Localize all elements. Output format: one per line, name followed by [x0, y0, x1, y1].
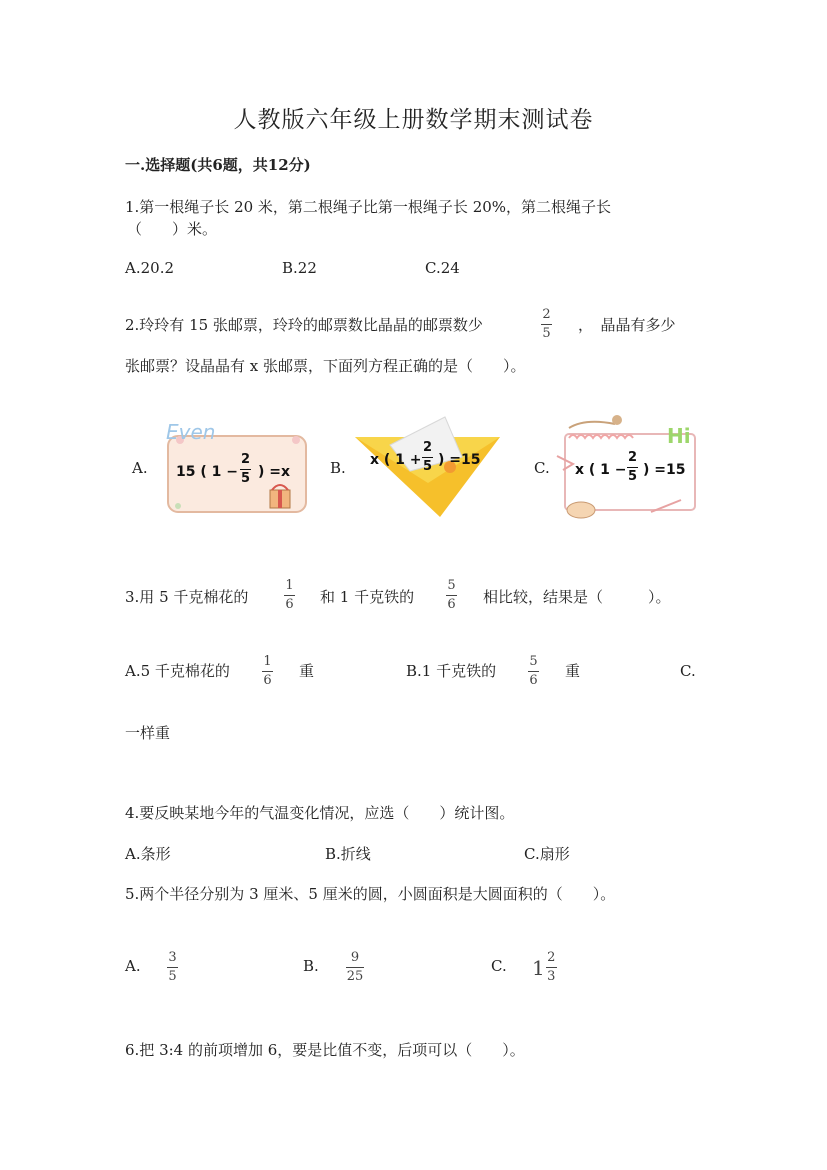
fraction-bar — [528, 671, 539, 672]
fraction-bar — [346, 967, 364, 968]
section-heading: 一.选择题(共6题，共12分) — [125, 156, 311, 174]
card-c-deco-text: Hi — [667, 424, 691, 448]
fraction-numerator: 2 — [542, 307, 551, 322]
q1-option-a[interactable]: A.20.2 — [125, 259, 174, 277]
q3-stem-fraction-2 — [446, 578, 457, 613]
fraction-bar — [422, 457, 433, 458]
fraction-denominator: 5 — [240, 471, 251, 486]
fraction-bar — [240, 469, 251, 470]
q4-stem: 4.要反映某地今年的气温变化情况，应选（ ）统计图。 — [125, 804, 515, 822]
fraction-bar — [167, 967, 178, 968]
card-a-equation-post: ) =x — [258, 464, 291, 480]
fraction-numerator: 9 — [350, 950, 360, 965]
fraction-numerator: 1 — [263, 654, 272, 669]
fraction-numerator: 2 — [627, 450, 638, 465]
card-c-fraction — [627, 450, 638, 485]
fraction-denominator: 6 — [529, 673, 538, 688]
fraction-denominator: 6 — [263, 673, 272, 688]
fraction-numerator: 1 — [285, 578, 294, 593]
q4-option-b[interactable]: B.折线 — [325, 845, 371, 863]
fraction-denominator: 3 — [547, 969, 556, 984]
q3-stem-part3: 相比较，结果是（ ）。 — [483, 588, 671, 606]
fraction-numerator: 2 — [547, 950, 556, 965]
page-title: 人教版六年级上册数学期末测试卷 — [233, 107, 594, 133]
card-a-deco-text: Even — [166, 420, 216, 444]
fraction-bar — [284, 595, 295, 596]
q3-option-b-fraction — [528, 654, 539, 689]
q1-option-b[interactable]: B.22 — [282, 259, 317, 277]
fraction-denominator: 6 — [285, 597, 294, 612]
q3-option-c-label[interactable]: C. — [680, 662, 696, 680]
q2-stem-part2: ， 晶晶有多少 — [578, 316, 676, 334]
q1-option-c[interactable]: C.24 — [425, 259, 460, 277]
fraction-bar — [446, 595, 457, 596]
card-b-fraction — [422, 440, 433, 475]
card-a-equation-pre: 15 ( 1 − — [176, 464, 238, 480]
q2-option-c-card[interactable] — [555, 412, 705, 524]
fraction-numerator: 3 — [168, 950, 177, 965]
fraction-bar — [262, 671, 273, 672]
q3-option-b[interactable]: B.1 千克铁的 — [406, 662, 497, 680]
q3-stem-part1: 3.用 5 千克棉花的 — [125, 588, 249, 606]
q3-option-a-tail: 重 — [299, 662, 315, 680]
q2-stem-line2: 张邮票？设晶晶有 x 张邮票，下面列方程正确的是（ ）。 — [125, 357, 526, 375]
q3-stem-fraction-1 — [284, 578, 295, 613]
fraction-denominator: 6 — [447, 597, 456, 612]
fraction-numerator: 5 — [529, 654, 538, 669]
q2-option-a-card[interactable] — [160, 418, 310, 518]
q5-stem: 5.两个半径分别为 3 厘米、5 厘米的圆，小圆面积是大圆面积的（ ）。 — [125, 885, 616, 903]
fraction-numerator: 2 — [240, 452, 251, 467]
card-b-equation-post: ) =15 — [438, 452, 481, 468]
mixed-whole: 1 — [532, 955, 545, 980]
fraction-denominator: 5 — [422, 459, 433, 474]
fraction-denominator: 5 — [542, 326, 551, 341]
q5-option-a-fraction — [167, 950, 178, 985]
fraction-denominator: 5 — [627, 469, 638, 484]
q3-option-c-text: 一样重 — [125, 724, 171, 742]
q5-option-b-label[interactable]: B. — [303, 957, 319, 975]
fraction-denominator: 25 — [346, 969, 364, 984]
q1-stem-line2: （ ）米。 — [127, 220, 218, 238]
mixed-fraction — [546, 950, 557, 985]
fraction-denominator: 5 — [168, 969, 177, 984]
q5-option-c-label[interactable]: C. — [491, 957, 507, 975]
q5-option-a-label[interactable]: A. — [125, 957, 141, 975]
fraction-bar — [541, 324, 552, 325]
q4-option-c[interactable]: C.扇形 — [524, 845, 570, 863]
q3-stem-part2: 和 1 千克铁的 — [320, 588, 415, 606]
q2-option-c-label[interactable]: C. — [534, 459, 550, 477]
card-a-fraction — [240, 452, 251, 487]
q5-option-b-fraction — [346, 950, 364, 985]
fraction-bar — [627, 467, 638, 468]
card-c-equation-post: ) =15 — [643, 462, 686, 478]
q2-stem-part1: 2.玲玲有 15 张邮票，玲玲的邮票数比晶晶的邮票数少 — [125, 316, 483, 334]
fraction-bar — [546, 967, 557, 968]
q2-option-b-label[interactable]: B. — [330, 459, 346, 477]
q6-stem: 6.把 3:4 的前项增加 6，要是比值不变，后项可以（ ）。 — [125, 1041, 525, 1059]
fraction-numerator: 2 — [422, 440, 433, 455]
q3-option-b-tail: 重 — [565, 662, 581, 680]
q2-stem-fraction — [541, 307, 552, 342]
q3-option-a-fraction — [262, 654, 273, 689]
q3-option-a[interactable]: A.5 千克棉花的 — [125, 662, 230, 680]
card-b-equation-pre: x ( 1 + — [370, 452, 422, 468]
card-c-equation-pre: x ( 1 − — [575, 462, 627, 478]
fraction-numerator: 5 — [447, 578, 456, 593]
q4-option-a[interactable]: A.条形 — [125, 845, 171, 863]
q1-stem-line1: 1.第一根绳子长 20 米，第二根绳子比第一根绳子长 20%，第二根绳子长 — [125, 198, 612, 216]
q2-option-a-label[interactable]: A. — [132, 459, 148, 477]
q5-option-c-mixed-number — [532, 950, 557, 985]
q2-option-b-card[interactable] — [350, 405, 510, 520]
